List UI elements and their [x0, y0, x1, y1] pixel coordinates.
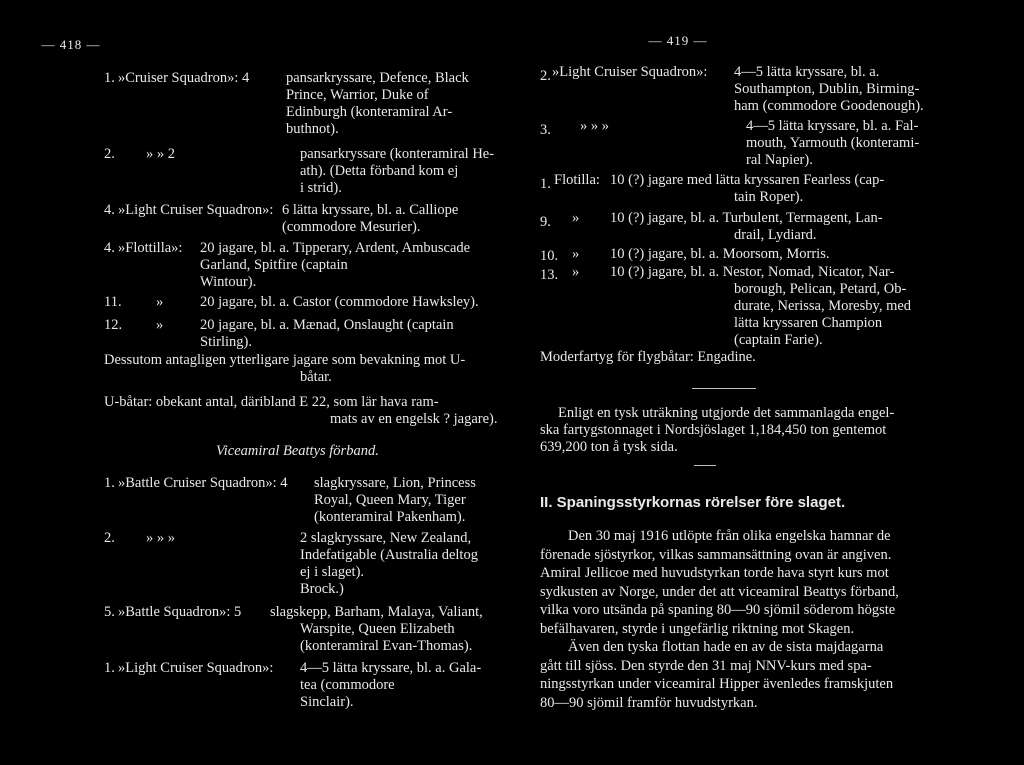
paragraph: Moderfartyg för flygbåtar: Engadine.	[540, 349, 756, 365]
section-subheading: Viceamiral Beattys förband.	[216, 443, 379, 459]
page-number: — 419 —	[648, 33, 708, 48]
left-page: — 418 — 1. »Cruiser Squadron»: 4 pansarkryssare, Defence, Black Prince, Warrior, Duke of Edinburgh (konteramiral Ar- buthnot). 2. » » 2 pansarkryssare (konteramiral He- ath). (Detta förband kom ej i strid). 4. »Light Cruiser Squadron»: 6 lätta kryssare, bl. a. Calliope (commodore Mesurier). 4. »Flottilla»: 20 jagare, bl. a. Tipperary, Ardent, Ambuscade Garland, Spitfire (captain Wintour). 11. » 20 jagare, bl. a. Castor (commodore Hawksley). 12. » 20 jagare, bl. a. Mænad, Onslaught (captain Stirling). Dessutom antagligen ytterligare jagare som bevakning mot U- båtar. U-båtar: obekant antal, däribland E 22, som lär hava ram- mats av en engelsk ? jagare). Viceamiral Beattys förband. 1. »Battle Cruiser Squadron»: 4 slagkryssare, Lion, Princess Royal, Queen Mary, Tiger (konteramiral Pakenham). 2. » » » 2 slagkryssare, New Zealand, Indefatigable (Australia deltog ej i slaget). Brock.) 5. »Battle Squadron»: 5 slagskepp, Barham, Malaya, Valiant, Warspite, Queen Elizabeth (konteramiral Evan-Thomas). 1. »Light Cruiser Squadron»: 4—5 lätta kryssare, bl. a. Gala- tea (commodore Sinclair).	[0, 0, 512, 765]
right-page: — 419 — 2. »Light Cruiser Squadron»: 4—5 lätta kryssare, bl. a. Southampton, Dublin, Birming- ham (commodore Goodenough). 3. » » » 4—5 lätta kryssare, bl. a. Fal- mouth, Yarmouth (konterami- ral Napier). 1. Flotilla: 10 (?) jagare med lätta kryssaren Fearless (cap- tain Roper). 9. » 10 (?) jagare, bl. a. Turbulent, Termagent, Lan- drail, Lydiard. 10. » 10 (?) jagare, bl. a. Moorsom, Morris. 13. » 10 (?) jagare, bl. a. Nestor, Nomad, Nicator, Nar- borough, Pelican, Petard, Ob- durate, Nerissa, Moresby, med lätta kryssaren Champion (captain Farie). Moderfartyg för flygbåtar: Engadine. Enligt en tysk uträkning utgjorde det sammanlagda engel- ska fartygstonnaget i Nordsjöslaget 1,184,450 ton gentemot 639,200 ton å tysk sida. II. Spaningsstyrkornas rörelser före slaget. Den 30 maj 1916 utlöpte från olika engelska hamnar de förenade sjöstyrkor, vilkas sammansättning ovan är angiven. Amiral Jellicoe med huvudstyrkan torde hava styrt kurs mot sydkusten av Norge, under det att viceamiral Beattys förband, vilka voro utsända på spaning 80—90 sjömil söderom högste befälhavaren, styrde i ungefärlig riktning mot Skagen. Även den tyska flottan hade en av de sista majdagarna gått till sjöss. Den styrde den 31 maj NNV-kurs med spa- ningsstyrkan under viceamiral Hipper ävenledes framskjuten 80—90 sjömil framför huvudstyrkan.	[512, 0, 1024, 765]
divider	[692, 388, 756, 389]
page-number: — 418 —	[41, 37, 101, 52]
section-heading: II. Spaningsstyrkornas rörelser före slaget.	[540, 494, 846, 511]
paragraph: Enligt en tysk uträkning utgjorde det sammanlagda engel- ska fartygstonnaget i Nordsjöslaget 1,184,450 ton gentemot 639,200 ton å tysk sida.	[540, 405, 895, 455]
paragraph: U-båtar: obekant antal, däribland E 22, som lär hava ram- mats av en engelsk ? jagare).	[104, 394, 498, 427]
paragraph: Den 30 maj 1916 utlöpte från olika engelska hamnar de förenade sjöstyrkor, vilkas sammansättning ovan är angiven. Amiral Jellicoe med huvudstyrkan torde hava styrt kurs mot sydkusten av Norge, under det att viceamiral Beattys förband, vilka voro utsända på spaning 80—90 sjömil söderom högste befälhavaren, styrde i ungefärlig riktning mot Skagen. Även den tyska flottan hade en av de sista majdagarna gått till sjöss. Den styrde den 31 maj NNV-kurs med spa- ningsstyrkan under viceamiral Hipper ävenledes framskjuten 80—90 sjömil framför huvudstyrkan.	[540, 528, 899, 711]
divider	[694, 465, 716, 466]
paragraph: Dessutom antagligen ytterligare jagare som bevakning mot U- båtar.	[104, 352, 466, 385]
